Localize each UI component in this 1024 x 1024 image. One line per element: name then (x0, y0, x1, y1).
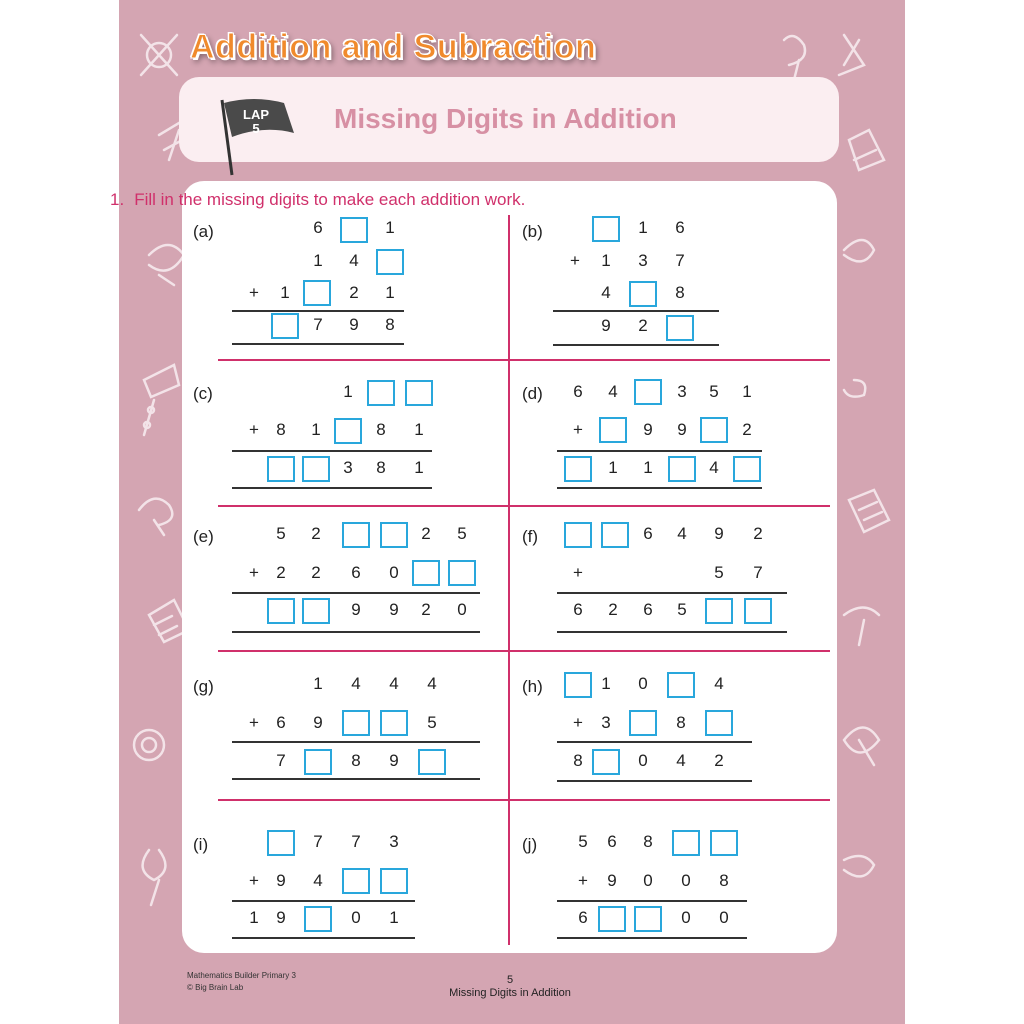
digit: 8 (719, 871, 729, 890)
sum-rule (232, 487, 432, 489)
digit-box[interactable] (412, 560, 440, 586)
digit: 3 (389, 832, 399, 851)
digit: 4 (427, 674, 437, 693)
sum-rule (232, 937, 415, 939)
digit-box[interactable] (342, 868, 370, 894)
digit: 1 (638, 218, 648, 237)
digit-box[interactable] (304, 906, 332, 932)
digit: 4 (351, 674, 361, 693)
digit-box[interactable] (733, 456, 761, 482)
digit: 2 (753, 524, 763, 543)
digit: 4 (601, 283, 611, 302)
digit: 9 (276, 908, 286, 927)
digit: 9 (349, 315, 359, 334)
digit: 9 (389, 600, 399, 619)
problem-label-b: (b) (522, 222, 543, 241)
page-number: 5 (506, 974, 514, 986)
plus-sign: + (570, 251, 580, 270)
digit: 0 (643, 871, 653, 890)
digit-box[interactable] (564, 456, 592, 482)
digit-box[interactable] (592, 749, 620, 775)
digit: 8 (276, 420, 286, 439)
digit: 4 (389, 674, 399, 693)
digit-box[interactable] (340, 217, 368, 243)
digit-box[interactable] (302, 598, 330, 624)
row-divider (218, 799, 830, 801)
book-title: Mathematics Builder Primary 3 (187, 971, 296, 980)
question-number: 1. (110, 190, 125, 209)
digit: 9 (351, 600, 361, 619)
footer-page-info (410, 974, 610, 1000)
digit: 0 (681, 871, 691, 890)
digit-box[interactable] (705, 598, 733, 624)
problem-label-f: (f) (522, 527, 539, 546)
digit: 7 (313, 315, 323, 334)
digit: 6 (313, 218, 323, 237)
sum-rule (232, 343, 404, 345)
sum-rule (553, 310, 719, 312)
digit: 0 (638, 751, 648, 770)
digit: 7 (276, 751, 286, 770)
problem-label-j: (j) (522, 835, 538, 854)
digit-box[interactable] (334, 418, 362, 444)
digit-box[interactable] (700, 417, 728, 443)
digit: 2 (311, 563, 321, 582)
digit: 1 (313, 674, 323, 693)
digit-box[interactable] (342, 522, 370, 548)
problem-label-c: (c) (193, 384, 213, 403)
digit: 4 (676, 751, 686, 770)
sum-rule (232, 450, 432, 452)
digit-box[interactable] (380, 710, 408, 736)
digit: 4 (313, 871, 323, 890)
digit: 1 (608, 458, 618, 477)
row-divider (218, 505, 830, 507)
digit: 7 (313, 832, 323, 851)
problem-label-a: (a) (193, 222, 214, 241)
digit: 6 (573, 382, 583, 401)
digit: 6 (643, 600, 653, 619)
digit: 6 (675, 218, 685, 237)
sum-rule (557, 487, 762, 489)
digit: 0 (351, 908, 361, 927)
digit: 9 (601, 316, 611, 335)
digit: 9 (677, 420, 687, 439)
instruction (110, 190, 525, 210)
digit: 8 (376, 420, 386, 439)
digit: 8 (675, 283, 685, 302)
digit: 9 (643, 420, 653, 439)
digit: 4 (714, 674, 724, 693)
sum-rule (557, 900, 747, 902)
digit: 9 (276, 871, 286, 890)
plus-sign: + (249, 713, 259, 732)
digit: 9 (313, 713, 323, 732)
digit: 8 (376, 458, 386, 477)
digit: 5 (709, 382, 719, 401)
digit-box[interactable] (668, 456, 696, 482)
plus-sign: + (578, 871, 588, 890)
digit: 7 (753, 563, 763, 582)
sum-rule (557, 631, 787, 633)
digit: 1 (389, 908, 399, 927)
digit-box[interactable] (592, 216, 620, 242)
digit: 8 (573, 751, 583, 770)
digit: 8 (351, 751, 361, 770)
digit: 4 (677, 524, 687, 543)
digit: 8 (643, 832, 653, 851)
digit: 2 (742, 420, 752, 439)
digit: 9 (607, 871, 617, 890)
copyright: © Big Brain Lab (187, 983, 244, 992)
digit-box[interactable] (448, 560, 476, 586)
digit-box[interactable] (672, 830, 700, 856)
digit: 0 (719, 908, 729, 927)
digit: 1 (601, 674, 611, 693)
digit-box[interactable] (564, 522, 592, 548)
problem-label-e: (e) (193, 527, 214, 546)
footer-book-info (187, 970, 296, 994)
sum-rule (553, 344, 719, 346)
digit: 5 (457, 524, 467, 543)
problem-label-d: (d) (522, 384, 543, 403)
digit: 3 (601, 713, 611, 732)
sum-rule (557, 741, 752, 743)
digit-box[interactable] (405, 380, 433, 406)
digit: 2 (311, 524, 321, 543)
digit: 1 (311, 420, 321, 439)
digit: 9 (714, 524, 724, 543)
problem-label-g: (g) (193, 677, 214, 696)
lap-number: 5 (252, 121, 260, 136)
digit: 2 (421, 524, 431, 543)
problem-label-h: (h) (522, 677, 543, 696)
digit-box[interactable] (267, 598, 295, 624)
row-divider (218, 650, 830, 652)
digit-box[interactable] (598, 906, 626, 932)
digit: 0 (681, 908, 691, 927)
digit: 4 (349, 251, 359, 270)
digit-box[interactable] (302, 456, 330, 482)
lap-label (226, 108, 286, 136)
plus-sign: + (573, 563, 583, 582)
digit: 3 (677, 382, 687, 401)
digit-box[interactable] (367, 380, 395, 406)
digit-box[interactable] (601, 522, 629, 548)
digit: 5 (578, 832, 588, 851)
digit-box[interactable] (342, 710, 370, 736)
digit: 2 (349, 283, 359, 302)
sum-rule (557, 592, 787, 594)
digit: 7 (675, 251, 685, 270)
digit: 4 (608, 382, 618, 401)
digit-box[interactable] (744, 598, 772, 624)
digit: 6 (351, 563, 361, 582)
digit-box[interactable] (634, 379, 662, 405)
digit: 5 (714, 563, 724, 582)
digit-box[interactable] (304, 749, 332, 775)
plus-sign: + (573, 420, 583, 439)
sum-rule (232, 631, 480, 633)
digit: 1 (280, 283, 290, 302)
plus-sign: + (249, 283, 259, 302)
digit-box[interactable] (380, 868, 408, 894)
sum-rule (232, 310, 404, 312)
digit: 6 (573, 600, 583, 619)
page-title: Addition and Subraction (190, 28, 597, 66)
digit-box[interactable] (376, 249, 404, 275)
digit: 2 (276, 563, 286, 582)
digit: 3 (343, 458, 353, 477)
digit: 1 (601, 251, 611, 270)
digit: 1 (385, 218, 395, 237)
plus-sign: + (249, 563, 259, 582)
digit-box[interactable] (380, 522, 408, 548)
digit: 1 (414, 458, 424, 477)
digit: 2 (421, 600, 431, 619)
lesson-title: Missing Digits in Addition (334, 103, 677, 134)
plus-sign: + (249, 420, 259, 439)
sum-rule (557, 450, 762, 452)
digit: 0 (638, 674, 648, 693)
digit: 1 (313, 251, 323, 270)
digit: 2 (608, 600, 618, 619)
row-divider (218, 359, 830, 361)
digit-box[interactable] (629, 710, 657, 736)
digit-box[interactable] (564, 672, 592, 698)
digit: 4 (709, 458, 719, 477)
instruction-text: Fill in the missing digits to make each addition work. (134, 190, 526, 209)
digit-box[interactable] (267, 456, 295, 482)
sum-rule (557, 937, 747, 939)
sum-rule (232, 592, 480, 594)
digit: 8 (385, 315, 395, 334)
digit-box[interactable] (267, 830, 295, 856)
digit: 2 (714, 751, 724, 770)
digit-box[interactable] (666, 315, 694, 341)
digit: 0 (389, 563, 399, 582)
digit: 6 (643, 524, 653, 543)
sum-rule (232, 778, 480, 780)
page-background (119, 0, 905, 1024)
digit-box[interactable] (418, 749, 446, 775)
digit: 1 (385, 283, 395, 302)
digit: 6 (276, 713, 286, 732)
digit: 1 (643, 458, 653, 477)
digit: 2 (638, 316, 648, 335)
digit: 1 (249, 908, 259, 927)
problem-label-i: (i) (193, 835, 209, 854)
digit-box[interactable] (271, 313, 299, 339)
digit-box[interactable] (705, 710, 733, 736)
digit-box[interactable] (303, 280, 331, 306)
digit: 0 (457, 600, 467, 619)
digit: 6 (578, 908, 588, 927)
digit: 1 (742, 382, 752, 401)
digit-box[interactable] (710, 830, 738, 856)
digit: 7 (351, 832, 361, 851)
digit-box[interactable] (599, 417, 627, 443)
digit: 5 (677, 600, 687, 619)
digit: 8 (676, 713, 686, 732)
plus-sign: + (573, 713, 583, 732)
digit: 3 (638, 251, 648, 270)
sum-rule (557, 780, 752, 782)
digit: 1 (343, 382, 353, 401)
sum-rule (232, 741, 480, 743)
sum-rule (232, 900, 415, 902)
digit: 5 (276, 524, 286, 543)
digit: 6 (607, 832, 617, 851)
plus-sign: + (249, 871, 259, 890)
footer-page-title: Missing Digits in Addition (449, 987, 571, 999)
digit-box[interactable] (667, 672, 695, 698)
digit-box[interactable] (634, 906, 662, 932)
lap-label-text: LAP (243, 107, 269, 122)
digit: 9 (389, 751, 399, 770)
column-divider (508, 215, 510, 945)
digit: 5 (427, 713, 437, 732)
digit-box[interactable] (629, 281, 657, 307)
digit: 1 (414, 420, 424, 439)
